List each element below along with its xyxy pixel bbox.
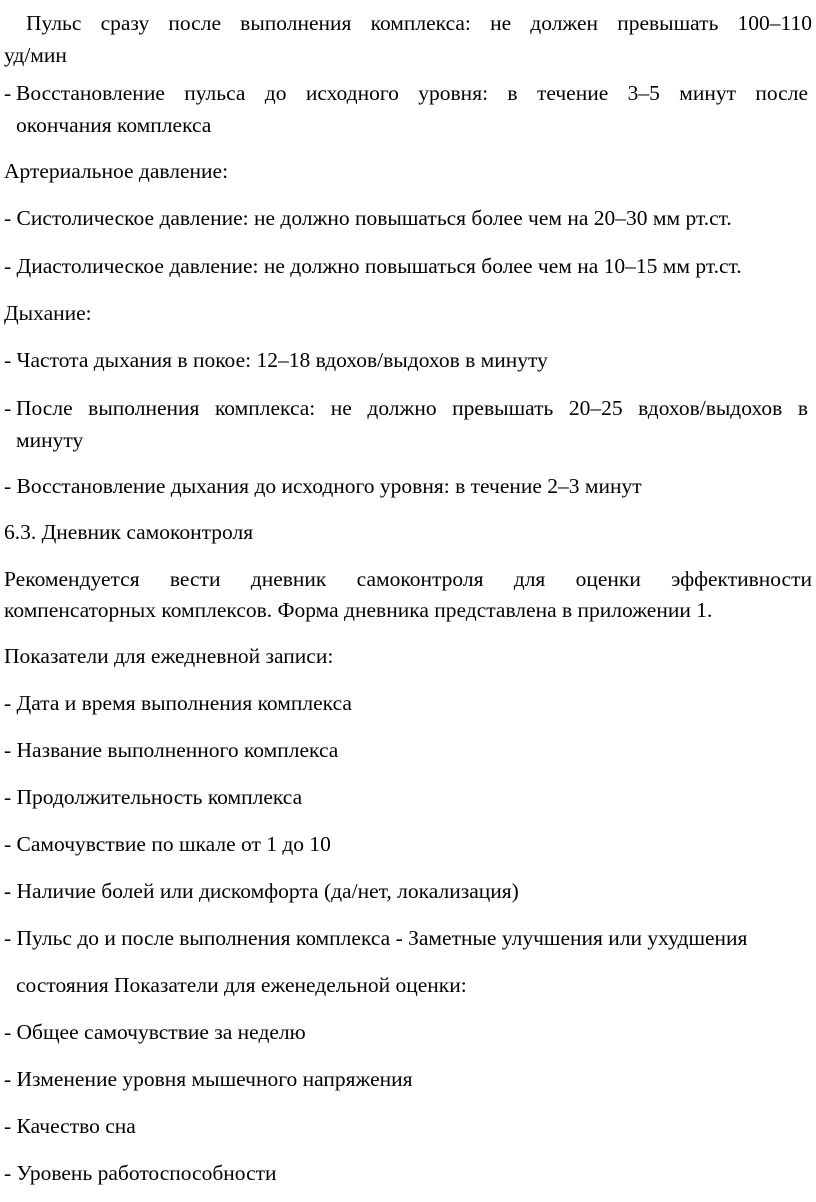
weekly-item: - Качество сна [4, 1114, 136, 1138]
weekly-item: - Уровень работоспособности [4, 1161, 277, 1185]
daily-item: - Дата и время выполнения комплекса [4, 691, 352, 715]
list-bullet: - [4, 81, 12, 105]
weekly-item: - Изменение уровня мышечного напряжения [4, 1067, 413, 1091]
breath-rest: - Частота дыхания в покое: 12–18 вдохов/выдохов в минуту [4, 348, 548, 372]
diary-intro-line1: Рекомендуется вести дневник самоконтроля для оценки эффективности [4, 567, 812, 591]
daily-item: - Продолжительность комплекса [4, 785, 303, 809]
daily-item: - Самочувствие по шкале от 1 до 10 [4, 832, 331, 856]
pulse-after-text-line1: Пульс сразу после выполнения комплекса: не должен превышать 100–110 [26, 11, 812, 35]
daily-item: - Название выполненного комплекса [4, 738, 339, 762]
breath-after-line1: После выполнения комплекса: не должно превышать 20–25 вдохов/выдохов в [16, 396, 808, 420]
bp-heading: Артериальное давление: [4, 159, 229, 183]
bp-systolic: - Систолическое давление: не должно повышаться более чем на 20–30 мм рт.ст. [4, 206, 732, 230]
weekly-item: - Общее самочувствие за неделю [4, 1020, 306, 1044]
pulse-recovery-line1: Восстановление пульса до исходного уровня: в течение 3–5 минут после [16, 81, 808, 105]
breath-heading: Дыхание: [4, 301, 92, 325]
daily-item: - Наличие болей или дискомфорта (да/нет, локализация) [4, 879, 519, 903]
list-bullet: - [4, 396, 12, 420]
breath-recovery: - Восстановление дыхания до исходного уровня: в течение 2–3 минут [4, 474, 642, 498]
daily-item: - Пульс до и после выполнения комплекса - Заметные улучшения или ухудшения [4, 926, 748, 950]
diary-intro-line2: компенсаторных комплексов. Форма дневника представлена в приложении 1. [4, 598, 713, 622]
daily-item-continuation: состояния Показатели для еженедельной оценки: [16, 973, 467, 997]
pulse-recovery-line2: окончания комплекса [16, 113, 212, 137]
pulse-after-text-line2: уд/мин [4, 43, 67, 67]
bp-diastolic: - Диастолическое давление: не должно повышаться более чем на 10–15 мм рт.ст. [4, 254, 742, 278]
breath-after-line2: минуту [16, 428, 84, 452]
section-heading: 6.3. Дневник самоконтроля [4, 520, 254, 544]
daily-heading: Показатели для ежедневной записи: [4, 644, 334, 668]
